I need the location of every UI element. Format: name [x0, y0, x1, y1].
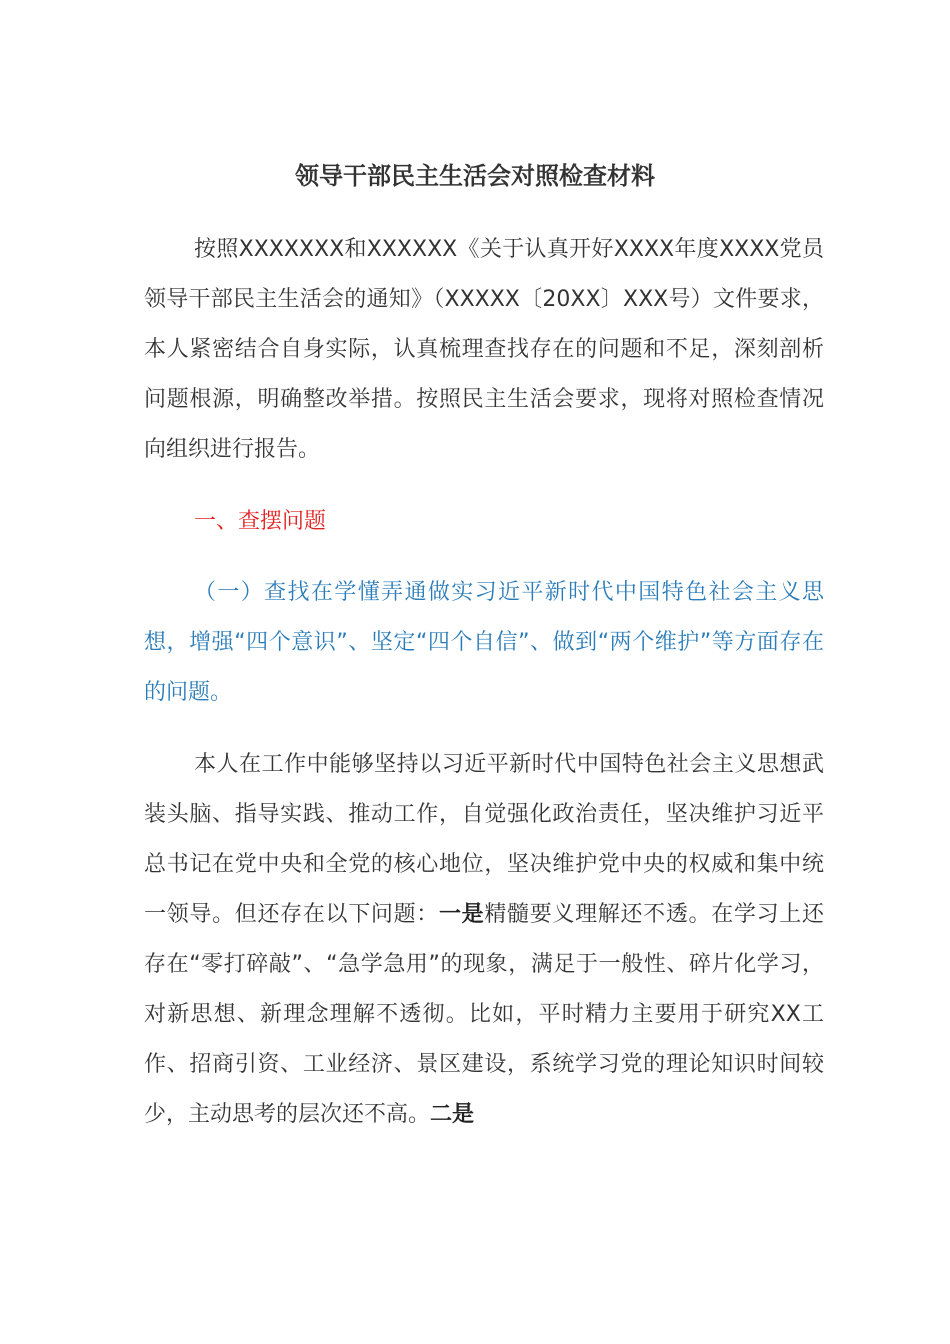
- body-paragraph: [144, 740, 824, 1140]
- body-text-part2: 精髓要义理解还不透。在学习上还存在“零打碎敲”、“急学急用”的现象，满足于一般性、碎片化学习，对新思想、新理念理解不透彻。比如，平时精力主要用于研究XX工作、招商引资、工业经济、景区建设，系统学习党的理论知识时间较少，主动思考的层次还不高。: [144, 902, 824, 1127]
- intro-paragraph: 按照XXXXXXX和XXXXXX《关于认真开好XXXX年度XXXX党员领导干部民主生活会的通知》（XXXXX〔20XX〕XXX号）文件要求，本人紧密结合自身实际，认真梳理查找存在的问题和不足，深刻剖析问题根源，明确整改举措。按照民主生活会要求，现将对照检查情况向组织进行报告。: [144, 237, 824, 462]
- document-title: 领导干部民主生活会对照检查材料: [295, 162, 655, 190]
- section-heading-issues: 一、查摆问题: [194, 509, 327, 534]
- bold-marker-two: 二是: [430, 1102, 475, 1127]
- bold-marker-one: 一是: [438, 902, 485, 927]
- subsection-heading-1: （一）查找在学懂弄通做实习近平新时代中国特色社会主义思想，增强“四个意识”、坚定“四个自信”、做到“两个维护”等方面存在的问题。: [144, 580, 824, 705]
- body-text-part1: 本人在工作中能够坚持以习近平新时代中国特色社会主义思想武装头脑、指导实践、推动工作，自觉强化政治责任，坚决维护习近平总书记在党中央和全党的核心地位，坚决维护党中央的权威和集中统一领导。但还存在以下问题：: [144, 752, 824, 927]
